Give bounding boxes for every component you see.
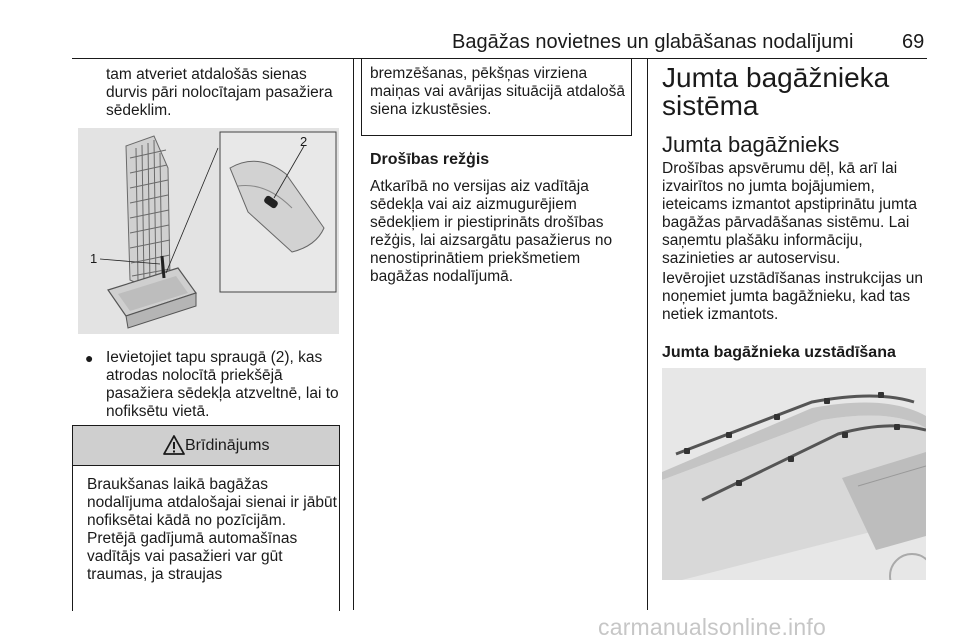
warning-continuation-text: bremzēšanas, pēkšņas virziena maiņas vai avārijas situācijā atdalošā siena izkustēsies. bbox=[370, 65, 626, 118]
van-roof-figure bbox=[662, 368, 926, 580]
roof-rack-paragraph-2: Ievērojiet uzstādīšanas instrukcijas un noņemiet jumta bagāžnieku, kad tas netiek izmantots. bbox=[662, 270, 924, 323]
safety-grille-heading: Drošības režģis bbox=[370, 151, 490, 168]
seat-partition-illustration bbox=[78, 128, 339, 334]
warning-continuation-box bbox=[361, 58, 632, 136]
roof-rack-system-heading: Jumta bagāžnieka sistēma bbox=[662, 62, 890, 121]
column-divider-2 bbox=[647, 58, 648, 610]
roof-rack-heading: Jumta bagāžnieks bbox=[662, 132, 840, 157]
bullet-icon: ● bbox=[85, 350, 94, 366]
column-divider-1 bbox=[353, 58, 354, 610]
warning-title: Brīdinājums bbox=[185, 437, 270, 454]
intro-paragraph: tam atveriet atdalošās sienas durvis pāri nolocītajam pasažiera sēdeklim. bbox=[106, 66, 333, 119]
bullet-paragraph: Ievietojiet tapu spraugā (2), kas atrodas nolocītā priekšējā pasažiera sēdekļa atzveltnē, lai to nofiksētu vietā. bbox=[106, 349, 339, 420]
watermark: carmanualsonline.info bbox=[598, 614, 826, 640]
page-number: 69 bbox=[902, 31, 925, 53]
roof-rack-paragraph-1: Drošības apsvērumu dēļ, kā arī lai izvairītos no jumta bojājumiem, ieteicams izmantot apstiprinātu jumta bagāžas pārvadāšanas sistēmu. Lai saņemtu plašāku informāciju, sazinieties ar autoservisu. bbox=[662, 160, 918, 267]
callout-label-1: 1 bbox=[90, 251, 98, 266]
warning-triangle-icon bbox=[163, 435, 185, 455]
van-roof-illustration bbox=[662, 368, 926, 580]
page-header bbox=[0, 0, 960, 60]
roof-rack-installation-heading: Jumta bagāžnieka uzstādīšana bbox=[662, 344, 896, 361]
seat-partition-figure bbox=[78, 128, 339, 334]
warning-box bbox=[72, 425, 340, 611]
warning-text: Braukšanas laikā bagāžas nodalījuma atdalošajai sienai ir jābūt nofiksētai kādā no pozīcijām. Pretējā gadījumā automašīnas vadītājs vai pasažieri var gūt traumas, ja straujas bbox=[87, 476, 337, 583]
callout-label-2: 2 bbox=[300, 134, 308, 149]
warning-header bbox=[73, 426, 339, 466]
header-title: Bagāžas novietnes un glabāšanas nodalījumi bbox=[452, 31, 854, 53]
safety-grille-paragraph: Atkarībā no versijas aiz vadītāja sēdekļa vai aiz aizmugurējiem sēdekļiem ir piestiprināts drošības režģis, lai aizsargātu pasažierus no nenostiprinātiem priekšmetiem bagāžas nodalījumā. bbox=[370, 178, 613, 285]
